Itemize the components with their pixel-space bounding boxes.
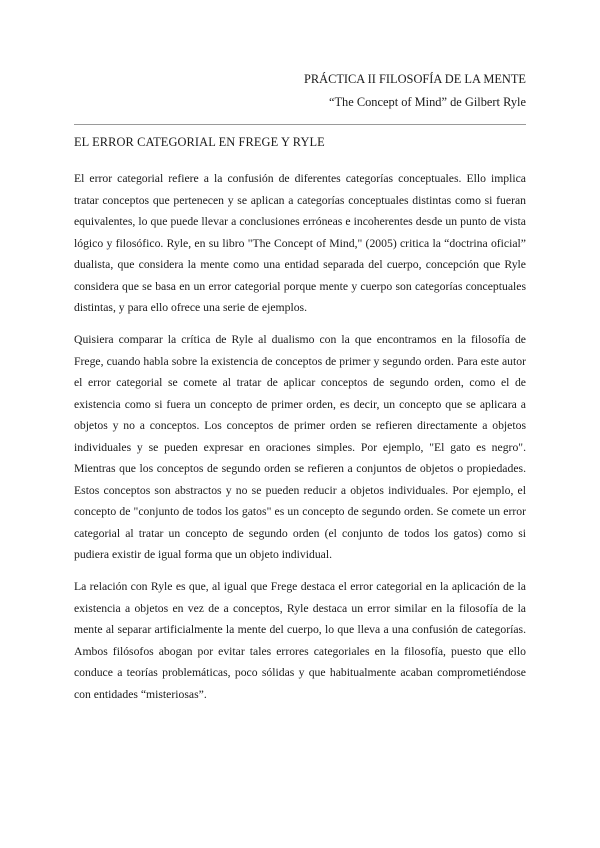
course-title: PRÁCTICA II FILOSOFÍA DE LA MENTE (303, 72, 526, 86)
paragraph-3: La relación con Ryle es que, al igual que Frege destaca el error categorial en la aplicación de la existencia a objetos en vez de a conceptos, Ryle destaca un error similar en la filosofía de la mente al separar artificialmente la mente del cuerpo, lo que lleva a una confusión de categorías. Ambos filósofos abogan por evitar tales errores categoriales en la filosofía, puesto que ello conduce a teorías problemáticas, poco sólidas y que habitualmente acaban comprometiéndose con entidades “misteriosas”. (74, 580, 526, 701)
header-divider (74, 124, 526, 125)
page-header (304, 68, 526, 114)
paragraph-1: El error categorial refiere a la confusión de diferentes categorías conceptuales. Ello implica tratar conceptos que pertenecen y se aplican a categorías conceptuales distintas como si fueran equivalentes, lo que puede llevar a conclusiones erróneas e incoherentes desde un punto de vista lógico y filosófico. Ryle, en su libro "The Concept of Mind," (2005) critica la “doctrina oficial” dualista, que considera la mente como una entidad separada del cuerpo, concepción que Ryle considera que se basa en un error categorial porque mente y cuerpo son categorías conceptuales distintas, y para ello ofrece una serie de ejemplos. (74, 172, 526, 314)
paragraph-2: Quisiera comparar la crítica de Ryle al dualismo con la que encontramos en la filosofía de Frege, cuando habla sobre la existencia de conceptos de primer y segundo orden. Para este autor el error categorial se comete al tratar de aplicar conceptos de segundo orden, como el de existencia como si fuera un concepto de primer orden, es decir, un concepto que se aplicara a objetos y no a conceptos. Los conceptos de primer orden se refieren directamente a objetos individuales y se pueden expresar en oraciones simples. Por ejemplo, "El gato es negro". Mientras que los conceptos de segundo orden se refieren a conjuntos de objetos o propiedades. Estos conceptos son abstractos y no se pueden reducir a objetos individuales. Por ejemplo, el concepto de "conjunto de todos los gatos" es un concepto de segundo orden. Se comete un error categorial al tratar un concepto de segundo orden (el conjunto de todos los gatos) como si pudiera existir de igual forma que un objeto individual. (74, 333, 526, 561)
work-title: “The Concept of Mind” de Gilbert Ryle (328, 95, 526, 109)
section-title: EL ERROR CATEGORIAL EN FREGE Y RYLE (74, 135, 325, 149)
